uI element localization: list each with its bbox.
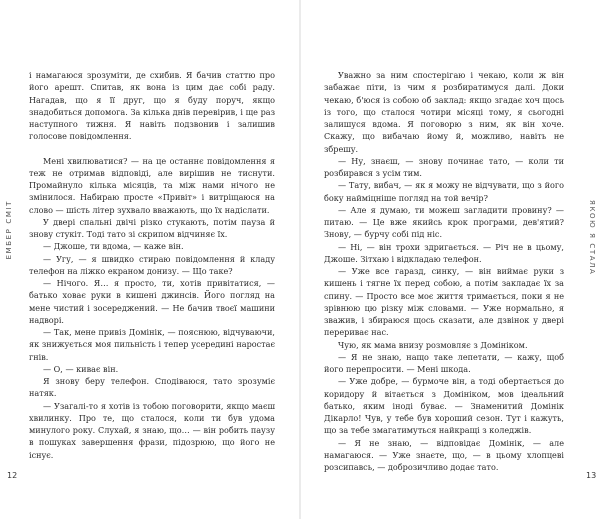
paragraph: — Уже добре, — бурмоче він, а тоді обертається до коридору й вітається з Домініком, мов ідеальний батько, яким іноді буває. — Знаменитий Домінік Дікарло! Чув, у тебе був хороший сезон. Тут і кажуть, що за тебе змагатимуться найкращі з коледжів. xyxy=(324,376,564,436)
paragraph: — Так, мене привіз Домінік, — пояснюю, відчуваючи, як знижується моя пильність і тепер усередині наростає гнів. xyxy=(29,327,275,362)
paragraph: — Узагалі-то я хотів із тобою поговорити, якщо маєш хвилинку. Про те, що сталося, коли ти був удома минулого року. Слухай, я знаю, що… — він робить паузу в пошуках завершення фрази, підозрюю, що його не існує. xyxy=(29,400,275,460)
paragraph: і намагаюся зрозуміти, де схибив. Я бачив статтю про його арешт. Спитав, як вона із цим дає собі раду. Нагадав, що я її друг, що я буду поруч, якщо знадобиться допомога. За кілька днів перевірив, і ще раз наступного тижня. Я навіть подзвонив і залишив голосове повідомлення. xyxy=(29,70,275,142)
paragraph: Я знову беру телефон. Сподіваюся, тато зрозуміє натяк. xyxy=(29,376,275,399)
paragraph: — Я не знаю, — відповідає Домінік, — але намагаюся. — Уже знаєте, що, — в цьому хлопцеві розсипавсь, — доброзичливо додає тато. xyxy=(324,437,564,472)
paragraph: — Уже все гаразд, синку, — він виймає руки з кишень і тягне їх перед собою, а потім закладає їх за спину. — Просто все моє життя тримається, поки я не зрівнюю цю різку між словами. — Уже нормально, я зважив, і збираюся щось сказати, але дзвінок у двері перериває нас. xyxy=(324,266,564,338)
paragraph: — Нічого. Я… я просто, ти, хотів привітатися, — батько ховає руки в кишені джинсів. Його погляд на мене чистий і зосереджений. — Не бачив твоєї машини надворі. xyxy=(29,278,275,325)
paragraph: — Ні, — він трохи здригається. — Річ не в цьому, Джоше. Зітхаю і відкладаю телефон. xyxy=(324,241,564,264)
paragraph: У двері спальні двічі різко стукають, потім пауза й знову стукіт. Тоді тато зі скрипом відчиняє їх. xyxy=(29,216,275,239)
page-number-left: 12 xyxy=(7,471,18,480)
paragraph: — О, — киває він. xyxy=(43,363,119,374)
right-page-body xyxy=(324,69,564,473)
paragraph: Мені хвилюватися? — на це останнє повідомлення я теж не отримав відповіді, але вирішив не тиснути. Промайнуло кілька місяців, та між нами нічого не змінилося. Набираю просте «Привіт» і витріщаюся на слово — шість літер зухвало вважають, що їх надіслати. xyxy=(29,155,275,215)
left-page-body xyxy=(29,69,275,461)
paragraph: — Але я думаю, ти можеш загладити провину? — питаю. — Це вже якийсь крок програми, дев'ятий? Знову, — бурчу собі під ніс. xyxy=(324,204,564,240)
paragraph: — Тату, вибач, — як я можу не відчувати, що з його боку найміцніше погляд на той вечір? xyxy=(324,180,564,203)
paragraph: Чую, як мама внизу розмовляє з Домініком. xyxy=(338,339,528,350)
paragraph: Уважно за ним спостерігаю і чекаю, коли ж він забажає піти, із чим я розбиратимуся далі. Доки чекаю, б'юся із собою об заклад: якщо згадає хоч щось із того, що сталося чотири місяці тому, я сьогодні залишуся вдома. Я поговорю з ним, як він хоче. Скажу, що вибачаю йому й, можливо, навіть не збрешу. xyxy=(324,70,564,154)
paragraph: — Угу, — я швидко стираю повідомлення й кладу телефон на ліжко екраном донизу. — Що таке? xyxy=(29,253,275,276)
paragraph: — Ну, знаєш, — знову починає тато, — коли ти розбирався з усім тим. xyxy=(324,155,564,178)
page-number-right: 13 xyxy=(586,471,597,480)
right-page xyxy=(300,0,600,519)
paragraph: — Я не знаю, нащо таке лепетати, — кажу, щоб його перепросити. — Мені шкода. xyxy=(324,351,564,374)
running-head-title: ЯКОЮ Я СТАЛА xyxy=(588,200,596,276)
running-head-author: ЕМБЕР СМІТ xyxy=(5,200,13,260)
paragraph: — Джоше, ти вдома, — каже він. xyxy=(43,241,184,252)
